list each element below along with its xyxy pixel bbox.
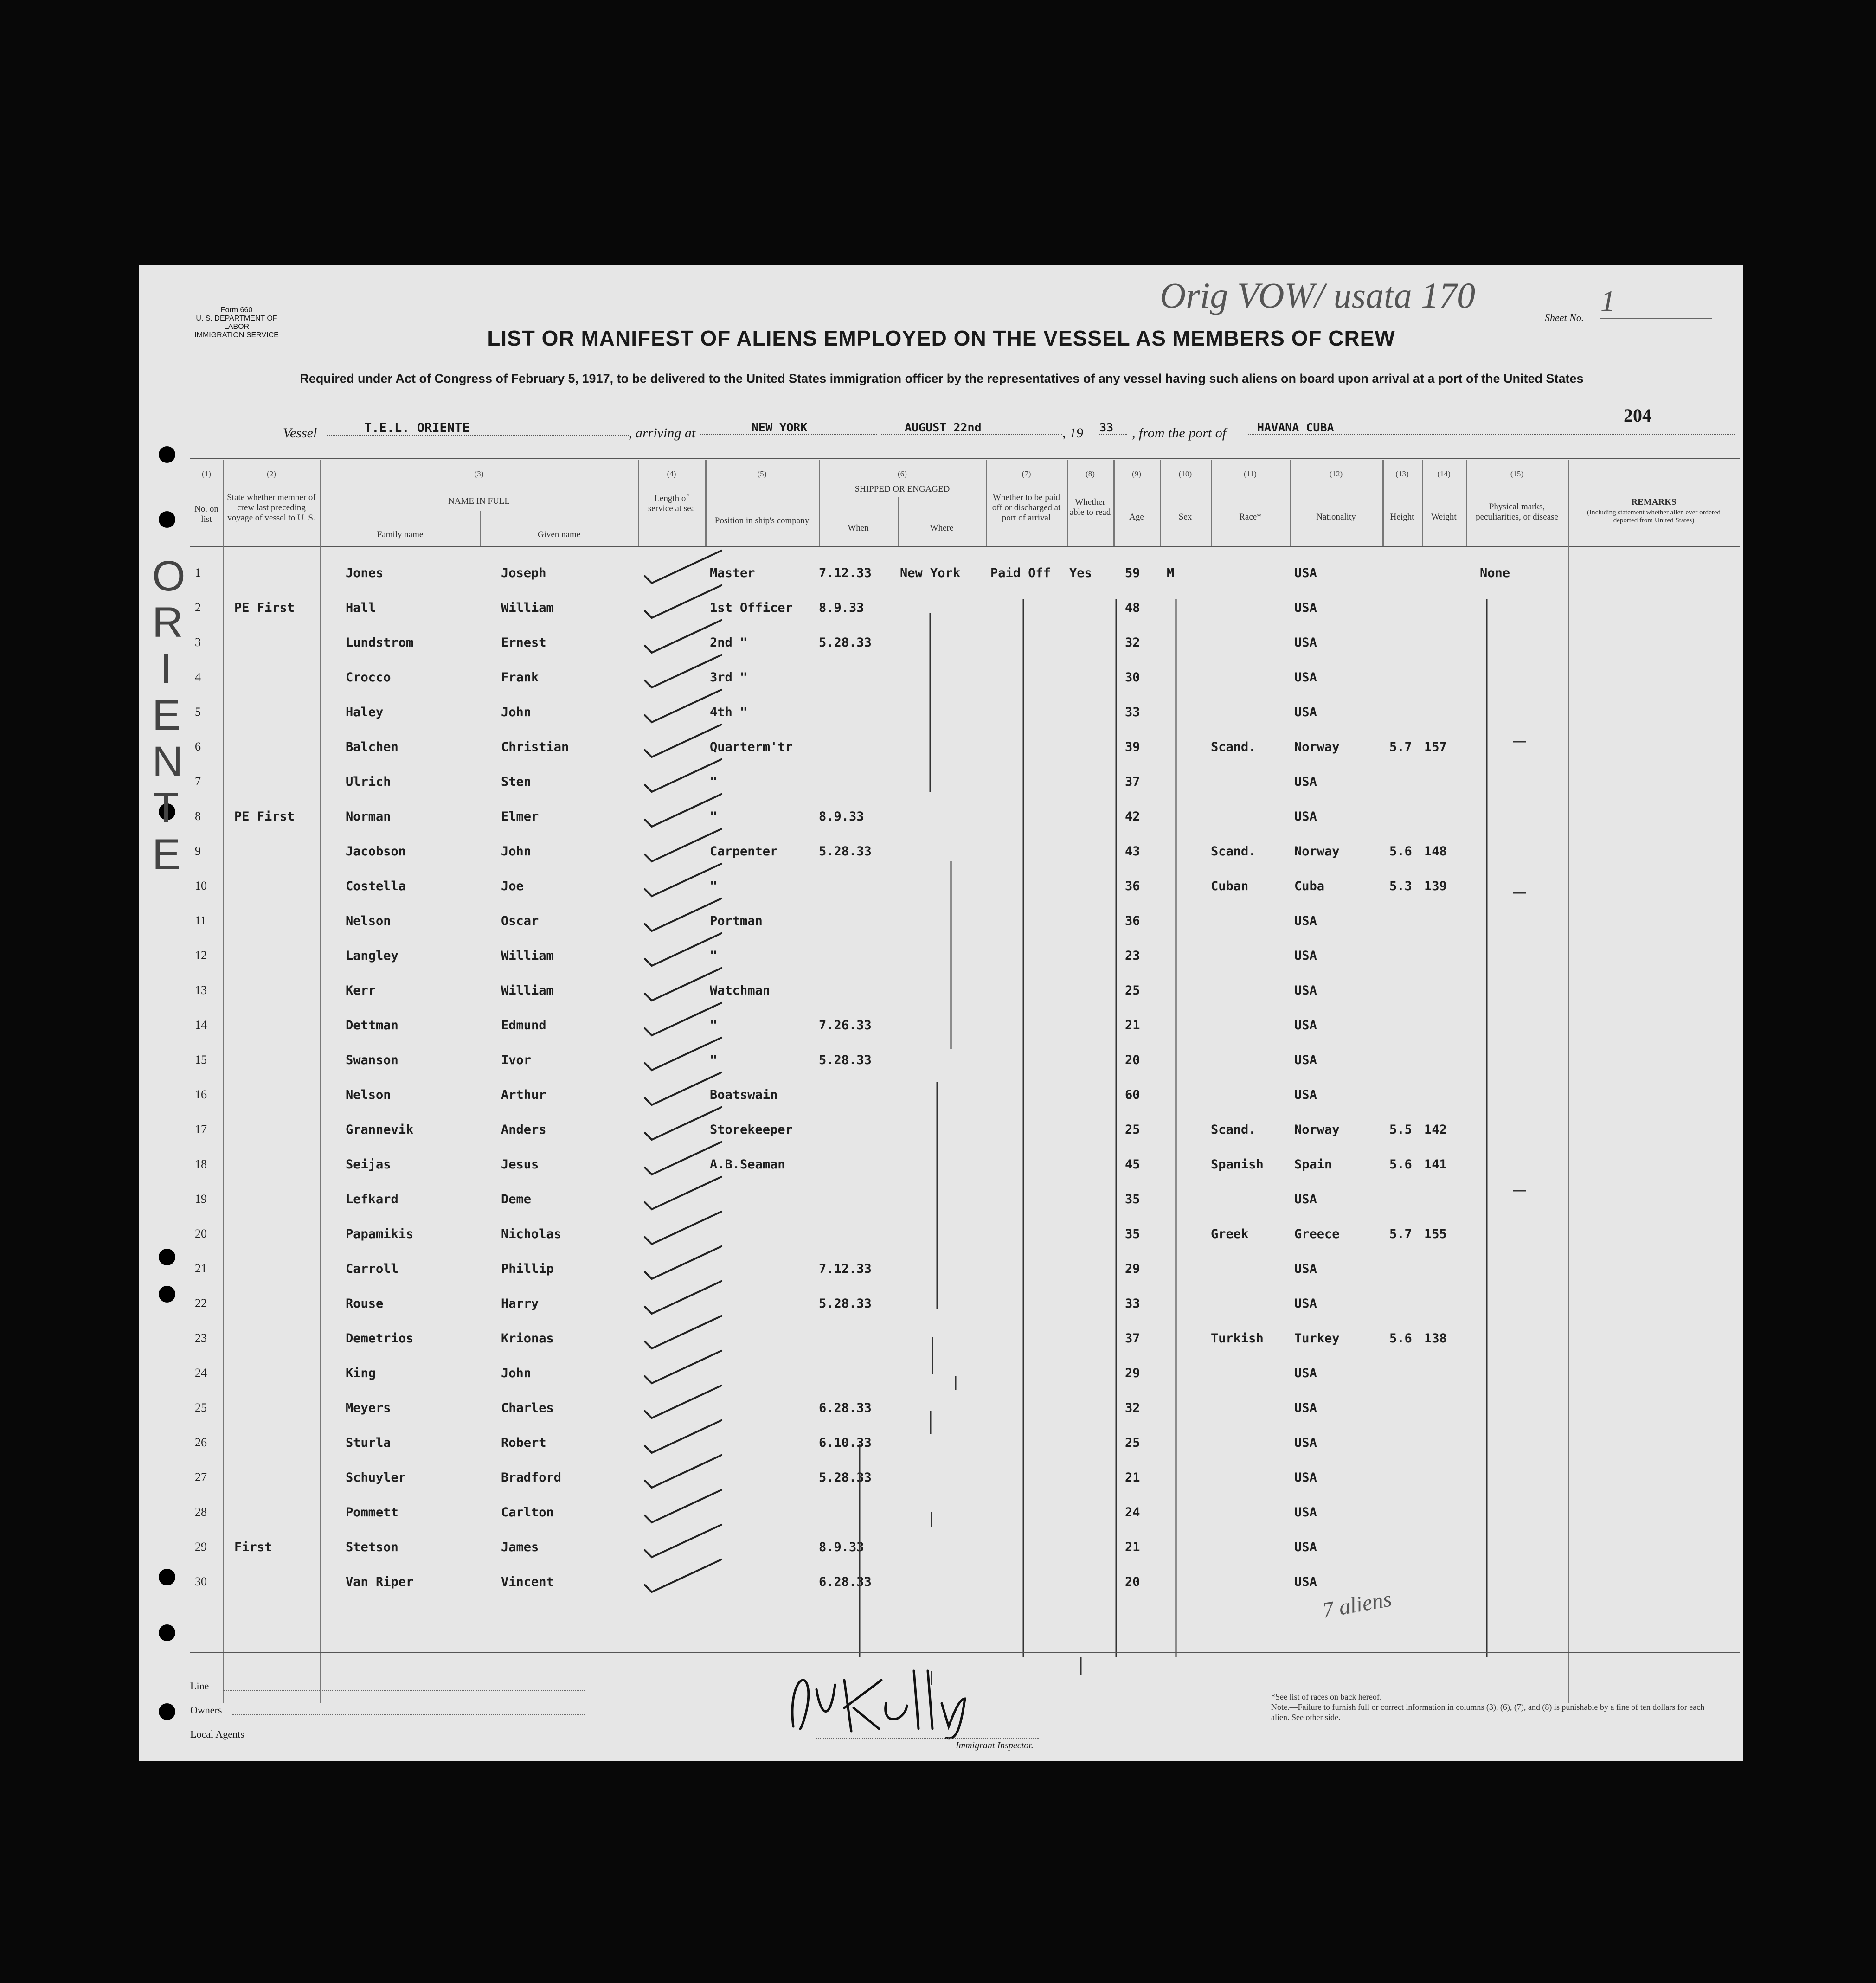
cell-age: 42 [1125,809,1140,824]
col11-heading: Race* [1239,512,1261,522]
arrival-date: AUGUST 22nd [881,421,1062,435]
cell-given-name: Sten [501,775,532,789]
inspector-signature [775,1652,997,1740]
arriving-label: , arriving at [629,425,696,441]
cell-given-name: Deme [501,1192,532,1206]
sheet-label: Sheet No. [1545,312,1584,323]
cell-age: 23 [1125,949,1140,963]
cell-row-number: 9 [195,844,201,858]
cell-nationality: USA [1294,1018,1317,1033]
cell-age: 29 [1125,1366,1140,1380]
col3-heading: NAME IN FULL [448,496,510,506]
cell-family-name: Meyers [346,1401,391,1415]
cell-position: 1st Officer [710,601,793,615]
cell-nationality: USA [1294,775,1317,789]
col12-heading: Nationality [1316,512,1356,522]
cell-position: Boatswain [710,1088,778,1102]
cell-height: 5.6 [1389,844,1412,859]
cell-given-name: Phillip [501,1262,554,1276]
cell-given-name: Jesus [501,1157,539,1172]
col13-heading: Height [1390,512,1414,522]
cell-family-name: Jacobson [346,844,406,859]
col13-number: (13) [1395,469,1409,478]
cell-age: 35 [1125,1227,1140,1241]
cell-nationality: USA [1294,1088,1317,1102]
cell-nationality: USA [1294,635,1317,650]
cell-family-name: Balchen [346,740,398,754]
cell-position: 4th " [710,705,748,719]
cell-age: 59 [1125,566,1140,580]
cell-nationality: USA [1294,1192,1317,1206]
cell-race: Cuban [1211,879,1249,893]
cell-given-name: Ivor [501,1053,532,1067]
cell-nationality: USA [1294,670,1317,685]
cell-nationality: Spain [1294,1157,1332,1172]
cell-shipped-when: 8.9.33 [819,601,864,615]
cell-family-name: Kerr [346,983,376,998]
cell-nationality: USA [1294,1436,1317,1450]
col15-heading: Physical marks, peculiarities, or disease [1476,502,1558,522]
cell-race: Turkish [1211,1331,1264,1346]
cell-shipped-when: 8.9.33 [819,809,864,824]
col5-number: (5) [757,469,767,478]
col11-number: (11) [1244,469,1257,478]
cell-given-name: Harry [501,1296,539,1311]
cell-age: 39 [1125,740,1140,754]
cell-nationality: USA [1294,914,1317,928]
cell-paid-off: Paid Off [990,566,1051,580]
remarks-note: (Including statement whether alien ever ordered deported from United States) [1587,509,1721,524]
cell-row-number: 24 [195,1366,207,1380]
cell-height: 5.7 [1389,1227,1412,1241]
cell-nationality: USA [1294,809,1317,824]
cell-age: 24 [1125,1505,1140,1520]
sheet-number: 1 [1600,284,1712,319]
cell-height: 5.6 [1389,1331,1412,1346]
cell-family-name: Pommett [346,1505,398,1520]
cell-row-number: 10 [195,879,207,892]
cell-position: " [710,879,718,893]
cell-given-name: William [501,949,554,963]
cell-position: 2nd " [710,635,748,650]
col7-heading: Whether to be paid off or discharged at port of arrival [992,493,1061,523]
cell-given-name: Elmer [501,809,539,824]
cell-position: " [710,809,718,824]
cell-position: " [710,949,718,963]
side-stamp: ORIENTE [152,552,186,878]
cell-race: Spanish [1211,1157,1264,1172]
cell-nationality: USA [1294,1575,1317,1589]
ditto-lines [139,265,1743,1761]
cell-nationality: Turkey [1294,1331,1340,1346]
cell-nationality: USA [1294,1470,1317,1485]
col1-number: (1) [202,469,211,478]
cell-row-number: 11 [195,914,207,927]
cell-given-name: Vincent [501,1575,554,1589]
cell-family-name: Costella [346,879,406,893]
cell-preceding-voyage: PE First [234,809,295,824]
cell-position: Watchman [710,983,771,998]
cell-shipped-when: 5.28.33 [819,1053,872,1067]
cell-age: 43 [1125,844,1140,859]
department-name: U. S. DEPARTMENT OF LABOR [196,314,277,331]
cell-nationality: Norway [1294,740,1340,754]
cell-weight: 157 [1424,740,1447,754]
cell-weight: 155 [1424,1227,1447,1241]
col4-number: (4) [667,469,676,478]
col7-number: (7) [1022,469,1031,478]
cell-able-to-read: Yes [1069,566,1092,580]
cell-row-number: 1 [195,566,201,579]
cell-given-name: Edmund [501,1018,546,1033]
cell-age: 36 [1125,879,1140,893]
cell-row-number: 6 [195,740,201,753]
cell-given-name: James [501,1540,539,1554]
col5-heading: Position in ship's company [714,516,810,526]
cell-family-name: Dettman [346,1018,398,1033]
cell-sex: M [1167,566,1175,580]
cell-given-name: Bradford [501,1470,562,1485]
cell-nationality: USA [1294,705,1317,719]
local-agents-label: Local Agents [190,1728,244,1740]
col9-number: (9) [1132,469,1141,478]
cell-nationality: USA [1294,1262,1317,1276]
cell-family-name: Crocco [346,670,391,685]
cell-family-name: Lundstrom [346,635,414,650]
cell-height: 5.5 [1389,1123,1412,1137]
cell-age: 21 [1125,1018,1140,1033]
cell-row-number: 2 [195,601,201,614]
cell-row-number: 13 [195,983,207,997]
cell-row-number: 25 [195,1401,207,1414]
cell-given-name: Carlton [501,1505,554,1520]
cell-age: 25 [1125,1436,1140,1450]
cell-age: 45 [1125,1157,1140,1172]
cell-race: Greek [1211,1227,1249,1241]
col8-heading: Whether able to read [1069,497,1111,517]
cell-position: Storekeeper [710,1123,793,1137]
cell-given-name: Frank [501,670,539,685]
family-name-heading: Family name [377,530,424,539]
cell-shipped-where: New York [900,566,961,580]
cell-shipped-when: 8.9.33 [819,1540,864,1554]
given-name-heading: Given name [537,530,581,539]
cell-age: 60 [1125,1088,1140,1102]
col14-number: (14) [1437,469,1451,478]
cell-given-name: Ernest [501,635,546,650]
handwritten-reference: Orig VOW/ usata 170 [1160,275,1476,315]
cell-family-name: Langley [346,949,398,963]
cell-family-name: King [346,1366,376,1380]
cell-nationality: USA [1294,1053,1317,1067]
cell-age: 48 [1125,601,1140,615]
cell-age: 29 [1125,1262,1140,1276]
cell-shipped-when: 7.12.33 [819,566,872,580]
col8-number: (8) [1086,469,1095,478]
cell-family-name: Hall [346,601,376,615]
col2-heading: State whether member of crew last preceding voyage of vessel to U. S. [227,493,316,523]
cell-family-name: Swanson [346,1053,398,1067]
cell-row-number: 21 [195,1262,207,1275]
cell-row-number: 5 [195,705,201,719]
cell-age: 25 [1125,983,1140,998]
cell-preceding-voyage: PE First [234,601,295,615]
footnote-penalty: Note.—Failure to furnish full or correct information in columns (3), (6), (7), and (8) is punishable by a fine of ten dollars for each alien. See other side. [1271,1702,1705,1722]
cell-family-name: Lefkard [346,1192,398,1206]
col6-heading: SHIPPED OR ENGAGED [854,484,950,494]
cell-nationality: Greece [1294,1227,1340,1241]
cell-family-name: Nelson [346,914,391,928]
cell-given-name: Arthur [501,1088,546,1102]
cell-age: 33 [1125,1296,1140,1311]
line-label: Line [190,1680,209,1692]
cell-family-name: Ulrich [346,775,391,789]
cell-given-name: Oscar [501,914,539,928]
arrival-port: NEW YORK [700,421,877,435]
cell-family-name: Demetrios [346,1331,414,1346]
cell-row-number: 26 [195,1436,207,1449]
cell-given-name: Joseph [501,566,546,580]
cell-age: 21 [1125,1470,1140,1485]
cell-shipped-when: 5.28.33 [819,1296,872,1311]
col4-heading: Length of service at sea [648,494,695,513]
cell-age: 33 [1125,705,1140,719]
cell-shipped-when: 6.10.33 [819,1436,872,1450]
cell-preceding-voyage: First [234,1540,272,1554]
cell-nationality: USA [1294,601,1317,615]
shipped-when-heading: When [848,523,869,533]
cell-shipped-when: 6.28.33 [819,1401,872,1415]
cell-position: 3rd " [710,670,748,685]
cell-shipped-when: 5.28.33 [819,844,872,859]
cell-position: " [710,775,718,789]
cell-family-name: Schuyler [346,1470,406,1485]
cell-position: Carpenter [710,844,778,859]
manifest-sheet [139,265,1743,1761]
cell-given-name: Nicholas [501,1227,562,1241]
arrival-year: 33 [1099,421,1127,435]
cell-nationality: Norway [1294,844,1340,859]
col1-heading: No. on list [194,504,218,524]
cell-given-name: Christian [501,740,569,754]
cell-nationality: USA [1294,1296,1317,1311]
cell-age: 32 [1125,635,1140,650]
cell-position: Portman [710,914,763,928]
cell-age: 20 [1125,1053,1140,1067]
cell-race: Scand. [1211,740,1256,754]
cell-row-number: 19 [195,1192,207,1206]
col14-heading: Weight [1431,512,1457,522]
cell-family-name: Papamikis [346,1227,414,1241]
cell-row-number: 7 [195,775,201,788]
cell-age: 21 [1125,1540,1140,1554]
cell-physical-marks: None [1480,566,1510,580]
cell-position: Master [710,566,755,580]
cell-row-number: 28 [195,1505,207,1519]
cell-shipped-when: 7.12.33 [819,1262,872,1276]
cell-family-name: Sturla [346,1436,391,1450]
page-title: LIST OR MANIFEST OF ALIENS EMPLOYED ON THE VESSEL AS MEMBERS OF CREW [487,326,1395,350]
service-name: IMMIGRATION SERVICE [194,331,279,339]
cell-age: 30 [1125,670,1140,685]
cell-age: 25 [1125,1123,1140,1137]
cell-given-name: Krionas [501,1331,554,1346]
cell-row-number: 30 [195,1575,207,1588]
cell-row-number: 22 [195,1296,207,1310]
cell-race: Scand. [1211,1123,1256,1137]
cell-given-name: Joe [501,879,524,893]
cell-height: 5.6 [1389,1157,1412,1172]
remarks-heading: REMARKS [1631,497,1677,507]
owners-field [232,1714,585,1715]
cell-position: " [710,1053,718,1067]
cell-family-name: Stetson [346,1540,398,1554]
cell-family-name: Van Riper [346,1575,414,1589]
page-number: 204 [1624,405,1651,426]
col12-number: (12) [1329,469,1343,478]
cell-shipped-when: 7.26.33 [819,1018,872,1033]
cell-given-name: John [501,705,532,719]
cell-row-number: 29 [195,1540,207,1553]
cell-position: " [710,1018,718,1033]
cell-row-number: 16 [195,1088,207,1101]
col2-number: (2) [267,469,276,478]
cell-position: A.B.Seaman [710,1157,785,1172]
footnote-races: *See list of races on back hereof. [1271,1692,1382,1701]
vessel-label: Vessel [283,425,317,441]
cell-nationality: USA [1294,983,1317,998]
cell-family-name: Nelson [346,1088,391,1102]
cell-weight: 141 [1424,1157,1447,1172]
cell-weight: 139 [1424,879,1447,893]
cell-given-name: John [501,1366,532,1380]
line-field [223,1690,585,1691]
cell-nationality: USA [1294,949,1317,963]
inspector-field [816,1738,1039,1739]
cell-family-name: Haley [346,705,384,719]
inspector-label: Immigrant Inspector. [956,1740,1034,1751]
cell-age: 37 [1125,1331,1140,1346]
footnotes [1271,1692,1716,1722]
cell-nationality: USA [1294,1505,1317,1520]
cell-row-number: 17 [195,1123,207,1136]
cell-position: Quarterm'tr [710,740,793,754]
cell-row-number: 4 [195,670,201,684]
col10-heading: Sex [1178,512,1192,522]
cell-family-name: Seijas [346,1157,391,1172]
cell-given-name: Anders [501,1123,546,1137]
cell-height: 5.7 [1389,740,1412,754]
cell-row-number: 15 [195,1053,207,1066]
cell-nationality: Norway [1294,1123,1340,1137]
cell-row-number: 8 [195,809,201,823]
cell-nationality: USA [1294,1540,1317,1554]
cell-nationality: USA [1294,566,1317,580]
owners-label: Owners [190,1704,222,1716]
cell-given-name: William [501,601,554,615]
year-prefix: , 19 [1062,425,1083,441]
cell-row-number: 27 [195,1470,207,1484]
cell-family-name: Jones [346,566,384,580]
from-label: , from the port of [1132,425,1227,441]
cell-given-name: Robert [501,1436,546,1450]
cell-row-number: 18 [195,1157,207,1171]
cell-shipped-when: 5.28.33 [819,635,872,650]
col6-number: (6) [898,469,907,478]
cell-age: 37 [1125,775,1140,789]
col15-number: (15) [1510,469,1524,478]
cell-given-name: Charles [501,1401,554,1415]
alien-tally: 7 aliens [1320,1586,1394,1623]
cell-family-name: Rouse [346,1296,384,1311]
shipped-where-heading: Where [930,523,954,533]
cell-nationality: Cuba [1294,879,1325,893]
cell-given-name: William [501,983,554,998]
cell-nationality: USA [1294,1401,1317,1415]
col10-number: (10) [1178,469,1192,478]
cell-age: 32 [1125,1401,1140,1415]
cell-nationality: USA [1294,1366,1317,1380]
cell-family-name: Norman [346,809,391,824]
cell-age: 35 [1125,1192,1140,1206]
cell-age: 36 [1125,914,1140,928]
cell-height: 5.3 [1389,879,1412,893]
form-number: Form 660 [220,306,253,314]
page-subtitle: Required under Act of Congress of February 5, 1917, to be delivered to the United States immigration officer by the representatives of any vessel having such aliens on board upon arrival at a port of the United States [300,372,1584,385]
cell-age: 20 [1125,1575,1140,1589]
cell-weight: 148 [1424,844,1447,859]
cell-weight: 142 [1424,1123,1447,1137]
cell-family-name: Carroll [346,1262,398,1276]
cell-shipped-when: 6.28.33 [819,1575,872,1589]
cell-race: Scand. [1211,844,1256,859]
cell-row-number: 12 [195,949,207,962]
cell-row-number: 3 [195,635,201,649]
cell-weight: 138 [1424,1331,1447,1346]
cell-row-number: 14 [195,1018,207,1032]
cell-row-number: 20 [195,1227,207,1240]
cell-row-number: 23 [195,1331,207,1345]
vessel-name: T.E.L. ORIENTE [327,421,629,436]
departure-port: HAVANA CUBA [1248,421,1735,435]
cell-family-name: Grannevik [346,1123,414,1137]
cell-shipped-when: 5.28.33 [819,1470,872,1485]
col9-heading: Age [1129,512,1144,522]
cell-given-name: John [501,844,532,859]
col3-number: (3) [474,469,484,478]
